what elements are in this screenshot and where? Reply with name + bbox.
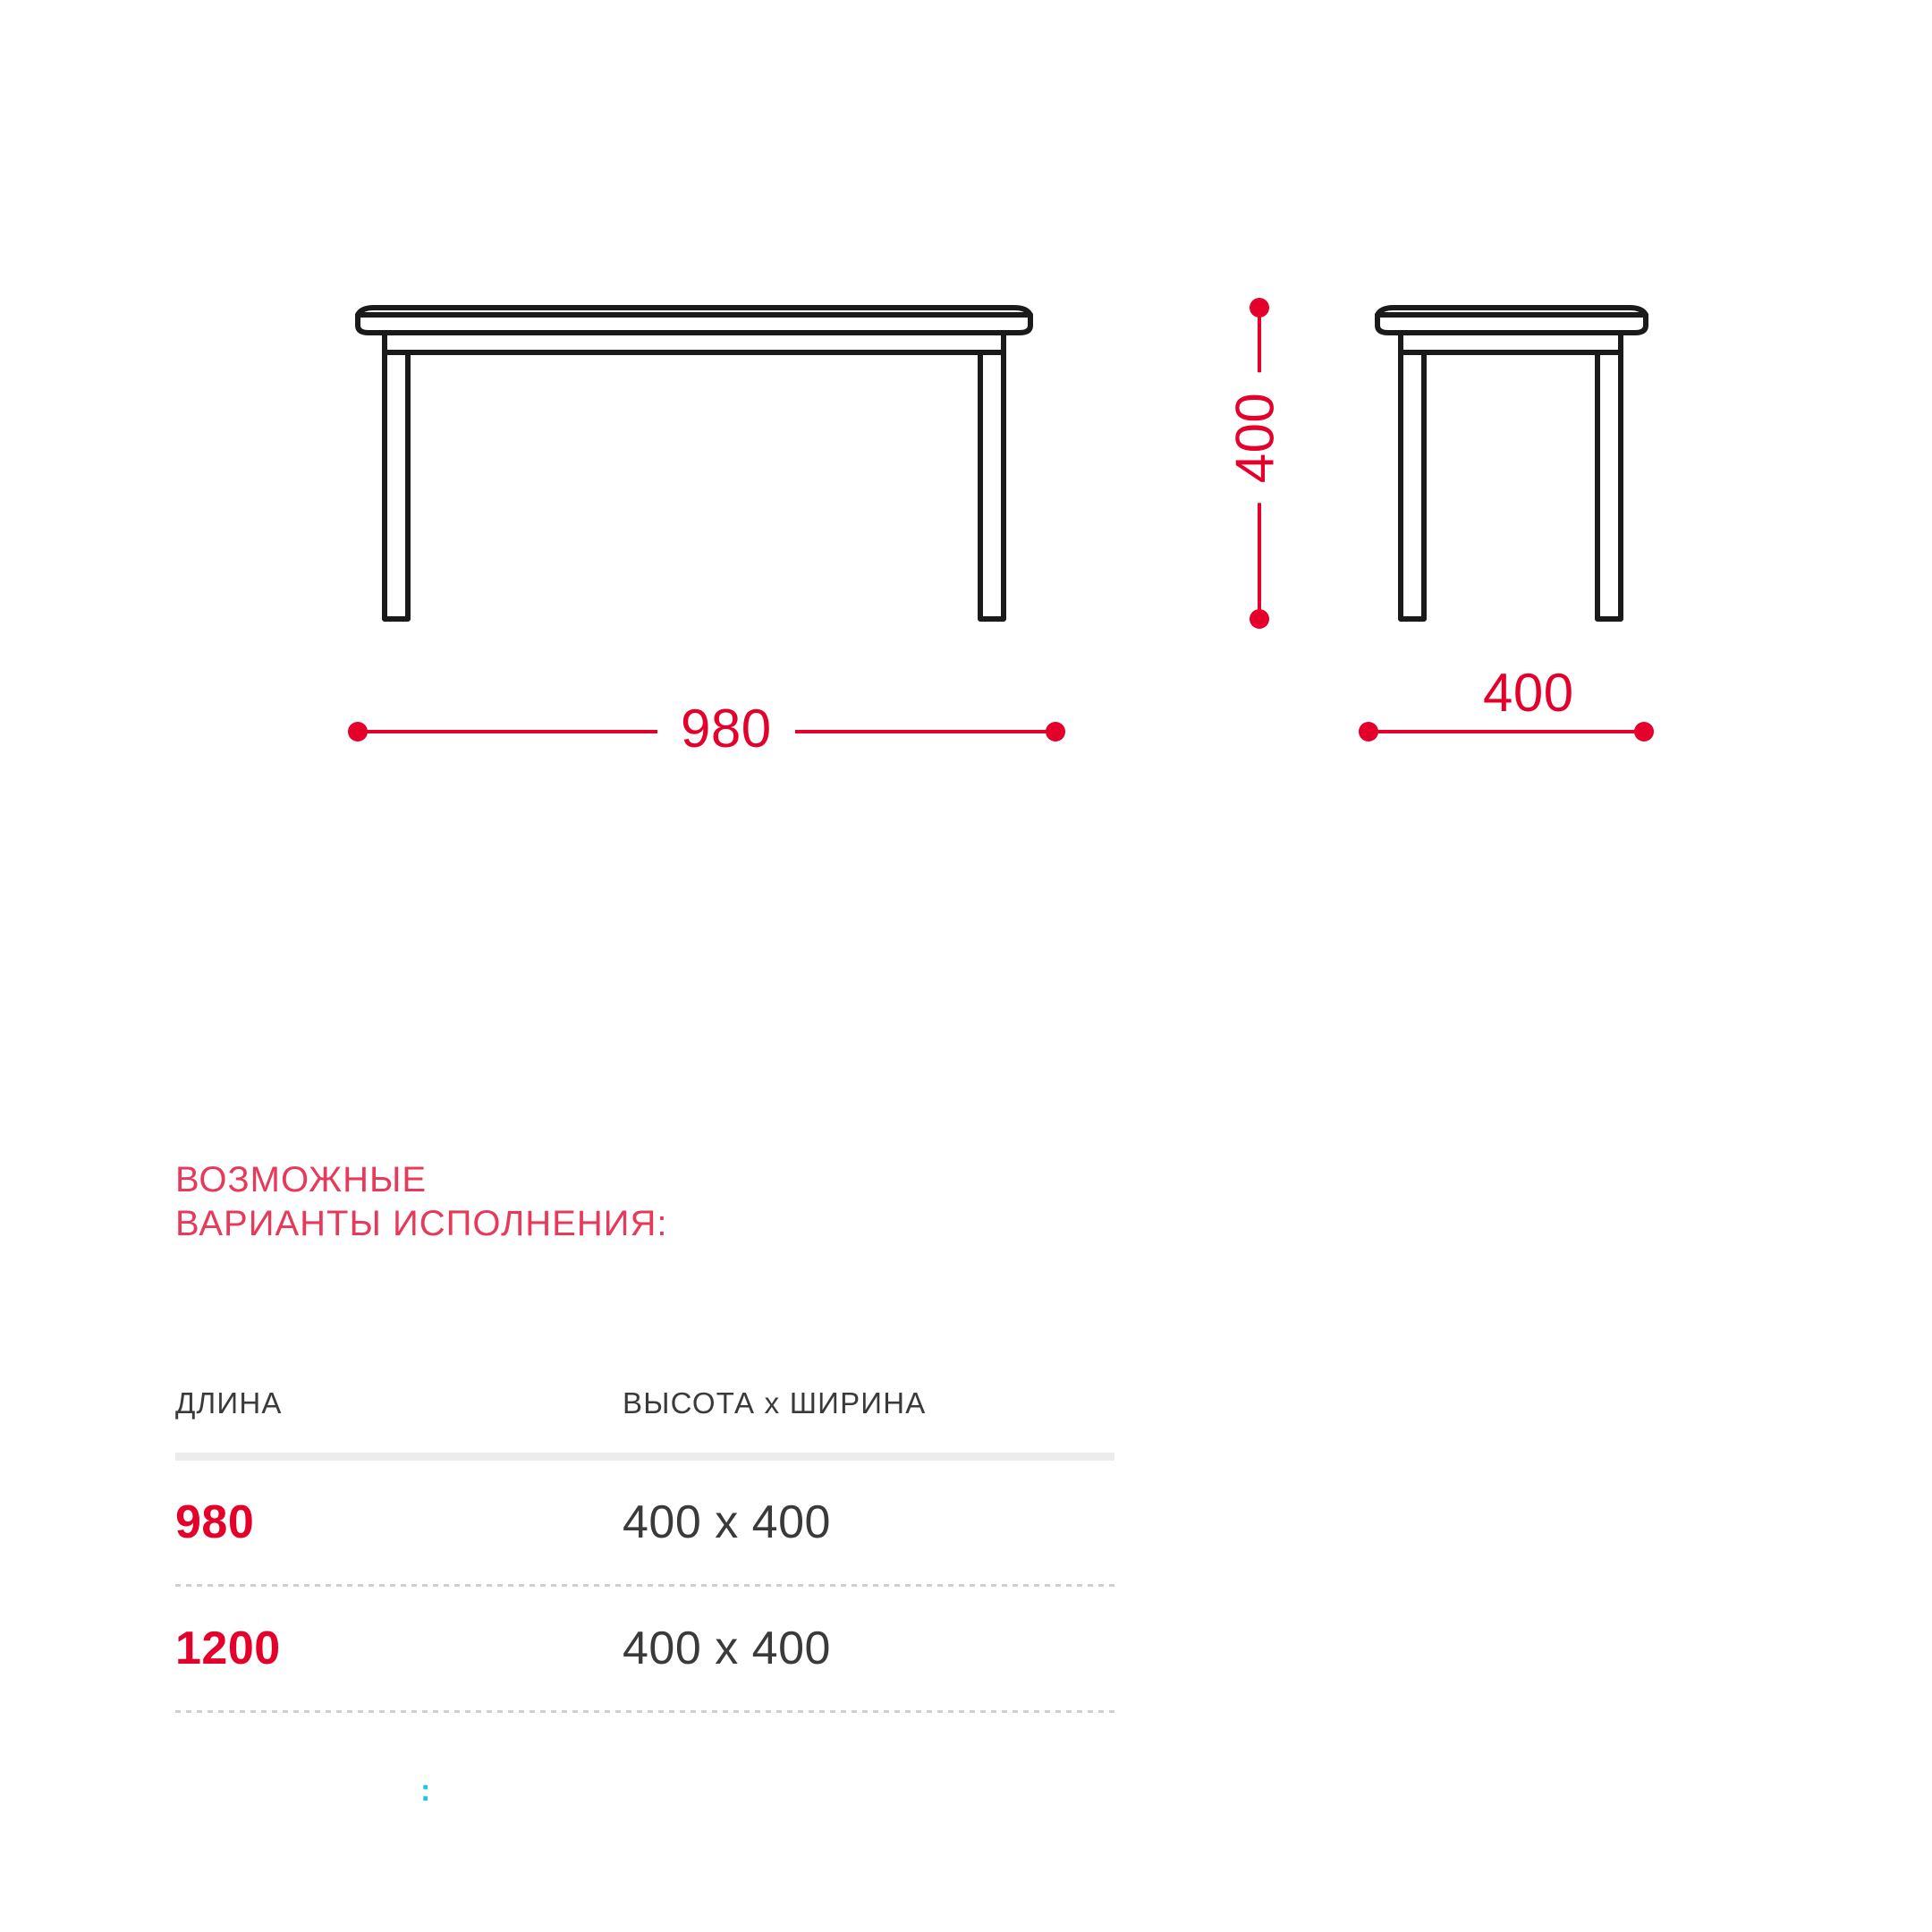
column-header-length: ДЛИНА [175,1386,283,1419]
cell-length: 980 [175,1496,255,1548]
dim-endpoint-left [348,722,368,741]
text-cursor: : [420,1774,431,1808]
front-length-label: 980 [657,698,795,759]
dim-endpoint-side-right [1634,722,1654,741]
height-label: 400 [1224,373,1285,504]
technical-drawing [0,0,1932,823]
cell-dimensions: 400 х 400 [623,1496,831,1548]
dim-endpoint-top [1250,298,1269,318]
front-view-table [358,308,1030,619]
variants-title-line2: ВАРИАНТЫ ИСПОЛНЕНИЯ: [175,1203,668,1243]
side-view-table [1377,308,1646,619]
column-header-dims: ВЫСОТА х ШИРИНА [623,1386,927,1419]
side-width-label: 400 [1465,662,1592,724]
variants-table [175,1386,1114,1713]
table-row [175,1587,1114,1710]
table-header-rule [175,1453,1114,1461]
dim-endpoint-right [1046,722,1065,741]
row-separator [175,1710,1114,1713]
cell-length: 1200 [175,1623,281,1674]
drawing-svg [0,0,1932,823]
variants-heading [175,1158,1159,1246]
variants-title [175,1158,1159,1246]
table-header-row [175,1386,1114,1453]
table-row [175,1461,1114,1584]
dim-endpoint-bottom [1250,609,1269,629]
cell-dimensions: 400 х 400 [623,1623,831,1674]
dim-endpoint-side-left [1359,722,1378,741]
variants-title-line1: ВОЗМОЖНЫЕ [175,1160,428,1199]
